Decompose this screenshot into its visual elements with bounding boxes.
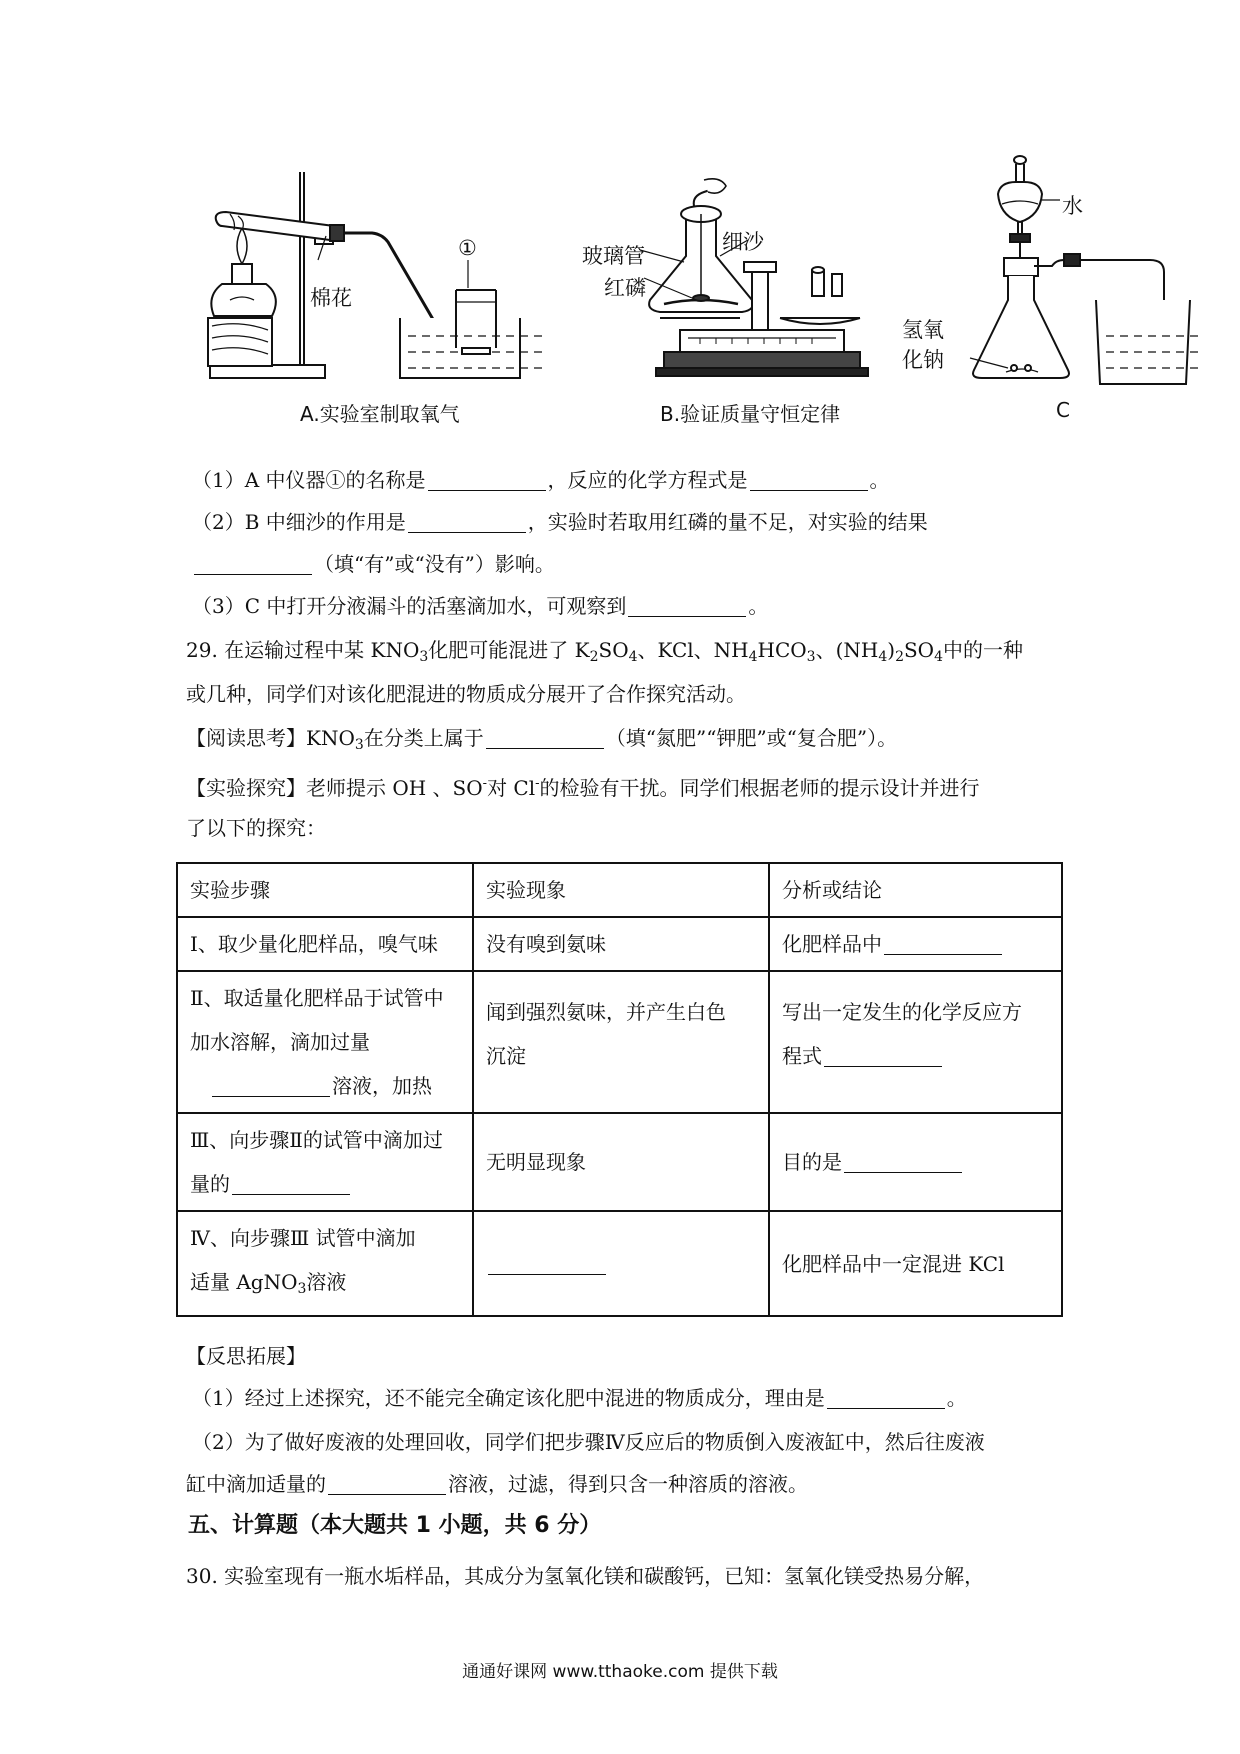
q29-reflect-2-cont: 缸中滴加适量的 溶液，过滤，得到只含一种溶质的溶液。 [186, 1472, 808, 1496]
answer-blank[interactable] [212, 1074, 330, 1097]
answer-blank[interactable] [232, 1172, 350, 1195]
table-cell: Ⅲ、向步骤Ⅱ的试管中滴加过 量的 [177, 1113, 473, 1211]
table-cell: 目的是 [769, 1113, 1062, 1211]
q28-part2-cont: （填“有”或“没有”）影响。 [192, 550, 555, 578]
figure-b-apparatus [649, 179, 868, 376]
label-red-phosphorus: 红磷 [604, 276, 646, 300]
q29-reflect-2: （2）为了做好废液的处理回收，同学们把步骤Ⅳ反应后的物质倒入废液缸中，然后往废液 [192, 1430, 985, 1454]
caption-a: A.实验室制取氧气 [300, 402, 460, 426]
q29-experiment-cont: 了以下的探究： [186, 816, 326, 840]
table-cell [473, 1211, 769, 1316]
q28-part2: （2）B 中细沙的作用是 ，实验时若取用红磷的量不足，对实验的结果 [192, 510, 928, 534]
table-cell: Ⅳ、向步骤Ⅲ 试管中滴加 适量 AgNO$_3$溶液 [177, 1211, 473, 1316]
q29-experiment: 【实验探究】老师提示 OH 、SO-对 Cl-的检验有干扰。同学们根据老师的提示设计并进行 [186, 776, 980, 800]
q29-intro: 29. 在运输过程中某 $KNO_3$化肥可能混进了 $K_2SO_4$、KCl、$NH_4HCO_3$、$(NH_4)_2SO_4$中的一种 [186, 638, 1024, 665]
q29-reflect-heading: 【反思拓展】 [186, 1344, 306, 1368]
table-cell: 没有嗅到氨味 [473, 917, 769, 971]
answer-blank[interactable] [428, 468, 546, 491]
apparatus-drawings [0, 0, 1240, 440]
table-cell: 化肥样品中一定混进 KCl [769, 1211, 1062, 1316]
figure-c-apparatus [970, 156, 1198, 384]
label-glass-tube: 玻璃管 [582, 244, 645, 268]
answer-blank[interactable] [884, 932, 1002, 955]
q29-reflect-1: （1）经过上述探究，还不能完全确定该化肥中混进的物质成分，理由是 。 [192, 1386, 967, 1410]
label-naoh-line1: 氢氧 [902, 318, 944, 342]
experiment-table [176, 862, 1063, 1317]
q28-part3: （3）C 中打开分液漏斗的活塞滴加水，可观察到 。 [192, 594, 769, 618]
table-cell: Ⅰ、取少量化肥样品，嗅气味 [177, 917, 473, 971]
answer-blank[interactable] [750, 468, 868, 491]
answer-blank[interactable] [824, 1044, 942, 1067]
figure-a-apparatus [208, 172, 542, 378]
label-water: 水 [1062, 194, 1083, 218]
table-cell: Ⅱ、取适量化肥样品于试管中 加水溶解，滴加过量 溶液，加热 [177, 971, 473, 1113]
answer-blank[interactable] [328, 1472, 446, 1495]
label-naoh-line2: 化钠 [902, 348, 944, 372]
page-footer: 通通好课网 www.tthaoke.com 提供下载 [462, 1662, 778, 1682]
table-cell: 无明显现象 [473, 1113, 769, 1211]
caption-c: C [1056, 398, 1070, 422]
label-fine-sand: 细沙 [722, 230, 764, 254]
answer-blank[interactable] [628, 594, 746, 617]
answer-blank[interactable] [194, 552, 312, 575]
label-cotton: 棉花 [310, 286, 352, 310]
table-cell: 闻到强烈氨味，并产生白色 沉淀 [473, 971, 769, 1113]
answer-blank[interactable] [486, 726, 604, 749]
q28-part1: （1）A 中仪器①的名称是 ，反应的化学方程式是 。 [192, 468, 890, 492]
table-header: 分析或结论 [769, 863, 1062, 917]
figure-row [0, 0, 1240, 440]
q29-reading: 【阅读思考】$KNO_3$在分类上属于 （填“氮肥”“钾肥”或“复合肥”）。 [186, 726, 898, 753]
caption-b: B.验证质量守恒定律 [660, 402, 841, 426]
q29-intro-cont: 或几种，同学们对该化肥混进的物质成分展开了合作探究活动。 [186, 682, 746, 706]
answer-blank[interactable] [408, 510, 526, 533]
table-cell: 写出一定发生的化学反应方 程式 [769, 971, 1062, 1113]
table-row [177, 1113, 1062, 1211]
table-row [177, 917, 1062, 971]
section-heading: 五、计算题（本大题共 1 小题，共 6 分） [188, 1513, 602, 1538]
table-cell: 化肥样品中 [769, 917, 1062, 971]
answer-blank[interactable] [488, 1252, 606, 1275]
answer-blank[interactable] [844, 1150, 962, 1173]
table-header: 实验现象 [473, 863, 769, 917]
table-row [177, 971, 1062, 1113]
answer-blank[interactable] [827, 1386, 945, 1409]
table-header: 实验步骤 [177, 863, 473, 917]
table-row [177, 1211, 1062, 1316]
label-instrument-1: ① [458, 236, 477, 260]
table-header-row [177, 863, 1062, 917]
q30-text: 30. 实验室现有一瓶水垢样品，其成分为氢氧化镁和碳酸钙，已知：氢氧化镁受热易分解， [186, 1564, 985, 1588]
